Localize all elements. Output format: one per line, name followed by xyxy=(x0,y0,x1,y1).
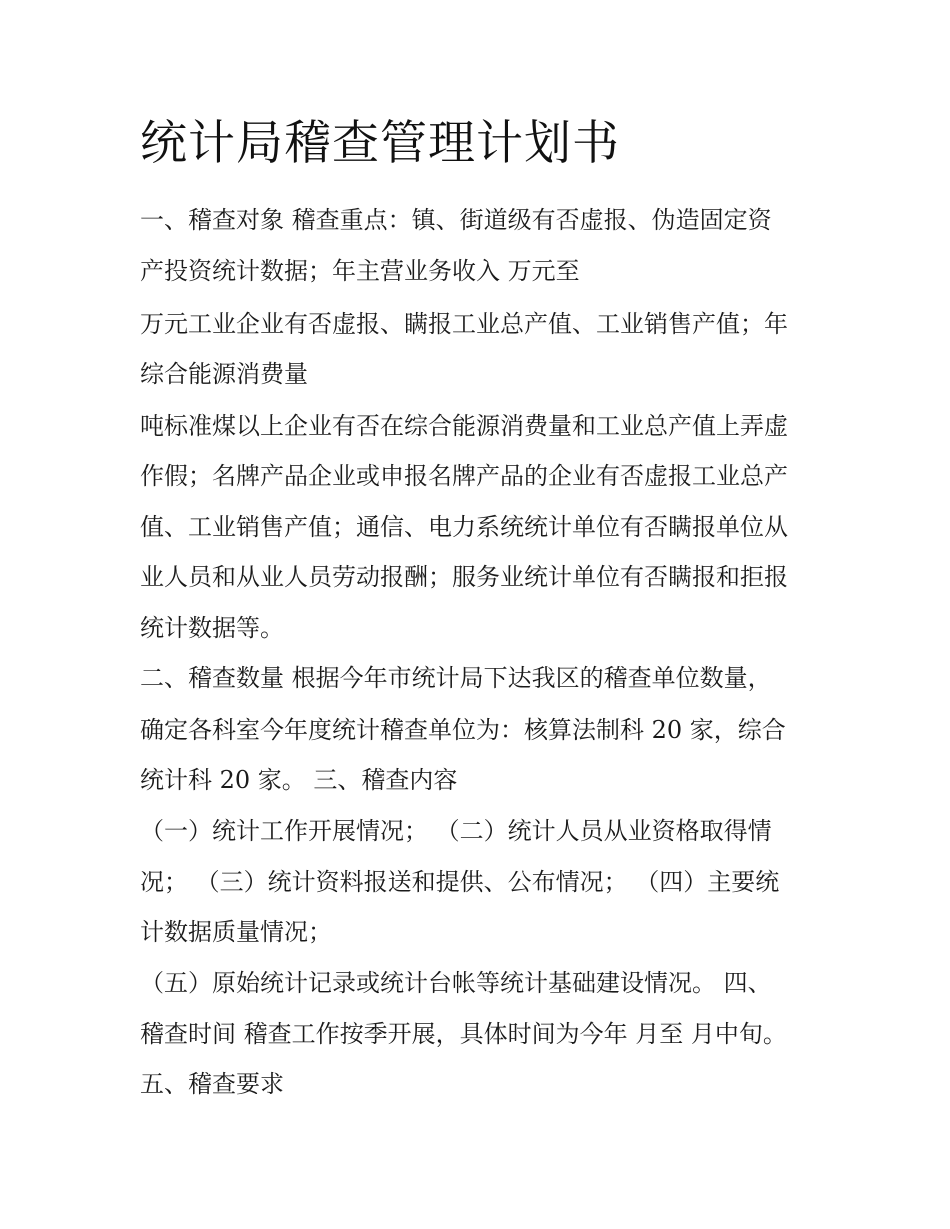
body-line: 综合能源消费量 xyxy=(140,360,308,388)
body-line: 计数据质量情况； xyxy=(140,918,332,946)
body-line: 业人员和从业人员劳动报酬；服务业统计单位有否瞒报和拒报 xyxy=(140,563,788,591)
body-line: （五）原始统计记录或统计台帐等统计基础建设情况。 四、 xyxy=(140,969,772,997)
body-line: 作假；名牌产品企业或申报名牌产品的企业有否虚报工业总产 xyxy=(140,462,788,490)
body-line: 稽查时间 稽查工作按季开展，具体时间为今年 月至 月中旬。 xyxy=(140,1020,787,1048)
body-line: 统计数据等。 xyxy=(140,614,284,642)
document-title: 统计局稽查管理计划书 xyxy=(140,116,620,171)
body-line: 一、稽查对象 稽查重点：镇、街道级有否虚报、伪造固定资 xyxy=(140,206,772,234)
body-line: 产投资统计数据；年主营业务收入 万元至 xyxy=(140,257,580,285)
body-line: （一）统计工作开展情况； （二）统计人员从业资格取得情 xyxy=(140,817,772,845)
body-line: 万元工业企业有否虚报、瞒报工业总产值、工业销售产值；年 xyxy=(140,310,788,338)
body-line: 况； （三）统计资料报送和提供、公布情况； （四）主要统 xyxy=(140,868,780,896)
body-line: 确定各科室今年度统计稽查单位为：核算法制科 20 家，综合 xyxy=(140,716,786,744)
body-line: 五、稽查要求 xyxy=(140,1070,284,1098)
body-line: 统计科 20 家。 三、稽查内容 xyxy=(140,766,458,794)
body-line: 二、稽查数量 根据今年市统计局下达我区的稽查单位数量， xyxy=(140,664,772,692)
body-line: 吨标准煤以上企业有否在综合能源消费量和工业总产值上弄虚 xyxy=(140,412,788,440)
body-line: 值、工业销售产值；通信、电力系统统计单位有否瞒报单位从 xyxy=(140,513,788,541)
